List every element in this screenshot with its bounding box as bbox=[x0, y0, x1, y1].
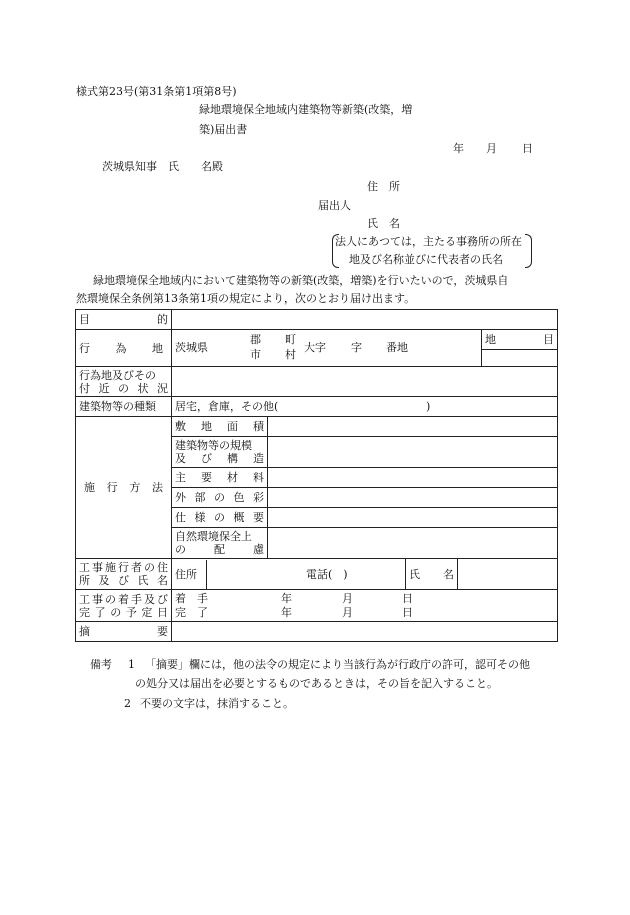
scale-label bbox=[172, 437, 268, 468]
form-title-line1: 緑地環境保全地域内建築物等新築(改築，増 bbox=[199, 103, 413, 116]
intro-line1: 緑地環境保全地域内において建築物等の新築(改築，増築)を行いたいので，茨城県自 bbox=[93, 274, 509, 287]
vicinity-label bbox=[76, 367, 172, 397]
date-year-label: 年 bbox=[453, 142, 464, 155]
date-month-label: 月 bbox=[486, 142, 497, 155]
chimoku-label: 地目 bbox=[482, 330, 558, 350]
finish-year: 年 bbox=[281, 605, 292, 619]
note-1-line1: 「摘要」欄には，他の法令の規定により当該行為が行政庁の許可，認可その他 bbox=[145, 658, 530, 671]
note-1-line2: の処分又は届出を必要とするものであるときは，その旨を記入すること。 bbox=[135, 677, 498, 690]
row-purpose bbox=[76, 310, 558, 330]
schedule-label-line1: 工事の着手及び bbox=[79, 592, 168, 606]
row-contractor bbox=[76, 559, 558, 590]
shi-label: 市 bbox=[250, 348, 261, 361]
summary-label: 摘要 bbox=[76, 622, 172, 642]
intro-line2: 然環境保全条例第13条第1項の規定により，次のとおり届け出ます。 bbox=[76, 292, 416, 305]
row-vicinity bbox=[76, 367, 558, 397]
note-1-number: 1 bbox=[128, 658, 135, 671]
corporate-note-line2: 地及び名称並びに代表者の氏名 bbox=[349, 253, 503, 266]
address-divider bbox=[206, 560, 207, 589]
row-summary bbox=[76, 622, 558, 642]
note-2-number: 2 bbox=[124, 697, 131, 710]
schedule-label bbox=[76, 590, 172, 622]
addressee: 茨城県知事 氏 名殿 bbox=[102, 160, 223, 173]
site-label: 行為地 bbox=[76, 330, 172, 367]
scale-label-line2: 及び構造 bbox=[175, 452, 264, 465]
note-2-text: 不要の文字は，抹消すること。 bbox=[140, 697, 294, 710]
phone-label: 電話( ) bbox=[306, 567, 348, 581]
schedule-label-line2: 完了の予定日 bbox=[79, 605, 168, 619]
building-type-label: 建築物等の種類 bbox=[76, 397, 172, 417]
spec-summary-label: 仕様の概要 bbox=[172, 508, 268, 528]
finish-month: 月 bbox=[342, 605, 353, 619]
site-prefecture: 茨城県 bbox=[175, 341, 208, 354]
site-area-field[interactable] bbox=[268, 417, 558, 437]
contractor-name-label: 氏名 bbox=[406, 559, 458, 590]
oaza-label: 大字 bbox=[304, 341, 326, 354]
chimoku-field[interactable] bbox=[482, 349, 558, 366]
eco-label-line1: 自然環境保全上 bbox=[175, 530, 252, 543]
form-title-line2: 築)届出書 bbox=[199, 123, 248, 136]
vicinity-field[interactable] bbox=[172, 367, 558, 397]
start-month: 月 bbox=[342, 591, 353, 605]
gun-label: 郡 bbox=[250, 333, 261, 346]
summary-field[interactable] bbox=[172, 622, 558, 642]
aza-label: 字 bbox=[351, 341, 362, 354]
purpose-label: 目的 bbox=[76, 310, 172, 330]
date-day-label: 日 bbox=[522, 142, 533, 155]
name-label: 氏 名 bbox=[367, 217, 400, 230]
row-schedule bbox=[76, 590, 558, 622]
eco-label-line2: の配慮 bbox=[175, 543, 264, 556]
start-day: 日 bbox=[402, 591, 413, 605]
contractor-label bbox=[76, 559, 172, 590]
row-site-upper bbox=[76, 330, 558, 350]
contractor-name-field[interactable] bbox=[458, 559, 558, 590]
start-label: 着 手 bbox=[175, 591, 208, 605]
start-year: 年 bbox=[281, 591, 292, 605]
schedule-field[interactable] bbox=[172, 590, 558, 622]
notes-label: 備考 bbox=[90, 658, 112, 671]
building-type-field[interactable] bbox=[172, 397, 558, 417]
contractor-address-label: 住所 bbox=[175, 567, 197, 581]
vicinity-label-line1: 行為地及びその bbox=[79, 368, 156, 382]
scale-field[interactable] bbox=[268, 437, 558, 468]
method-label: 施行方法 bbox=[76, 417, 172, 559]
materials-field[interactable] bbox=[268, 468, 558, 488]
spec-summary-field[interactable] bbox=[268, 508, 558, 528]
row-site-area bbox=[76, 417, 558, 437]
vicinity-label-line2: 付近の状況 bbox=[79, 381, 168, 395]
address-label: 住 所 bbox=[367, 180, 400, 193]
exterior-color-label: 外部の色彩 bbox=[172, 488, 268, 508]
building-type-options: 居宅，倉庫，その他( bbox=[175, 400, 279, 413]
contractor-address-field[interactable] bbox=[172, 559, 406, 590]
scale-label-line1: 建築物等の規模 bbox=[175, 439, 252, 452]
machi-label: 町 bbox=[285, 333, 296, 346]
contractor-label-line2: 所及び氏名 bbox=[79, 574, 168, 587]
materials-label: 主要材料 bbox=[172, 468, 268, 488]
contractor-label-line1: 工事施行者の住 bbox=[79, 561, 168, 574]
mura-label: 村 bbox=[285, 348, 296, 361]
banchi-label: 番地 bbox=[386, 341, 408, 354]
purpose-field[interactable] bbox=[172, 310, 558, 330]
site-area-label: 敷地面積 bbox=[172, 417, 268, 437]
exterior-color-field[interactable] bbox=[268, 488, 558, 508]
submitter-label: 届出人 bbox=[318, 199, 351, 212]
form-number: 様式第23号(第31条第1項第8号) bbox=[76, 85, 237, 98]
site-address-field[interactable] bbox=[172, 330, 482, 367]
finish-day: 日 bbox=[402, 605, 413, 619]
corporate-note-line1: 法人にあつては，主たる事務所の所在 bbox=[335, 235, 522, 248]
row-building-type bbox=[76, 397, 558, 417]
finish-label: 完 了 bbox=[175, 605, 208, 619]
eco-field[interactable] bbox=[268, 528, 558, 559]
notification-table bbox=[75, 309, 558, 642]
eco-label bbox=[172, 528, 268, 559]
building-type-close: ) bbox=[426, 400, 431, 413]
